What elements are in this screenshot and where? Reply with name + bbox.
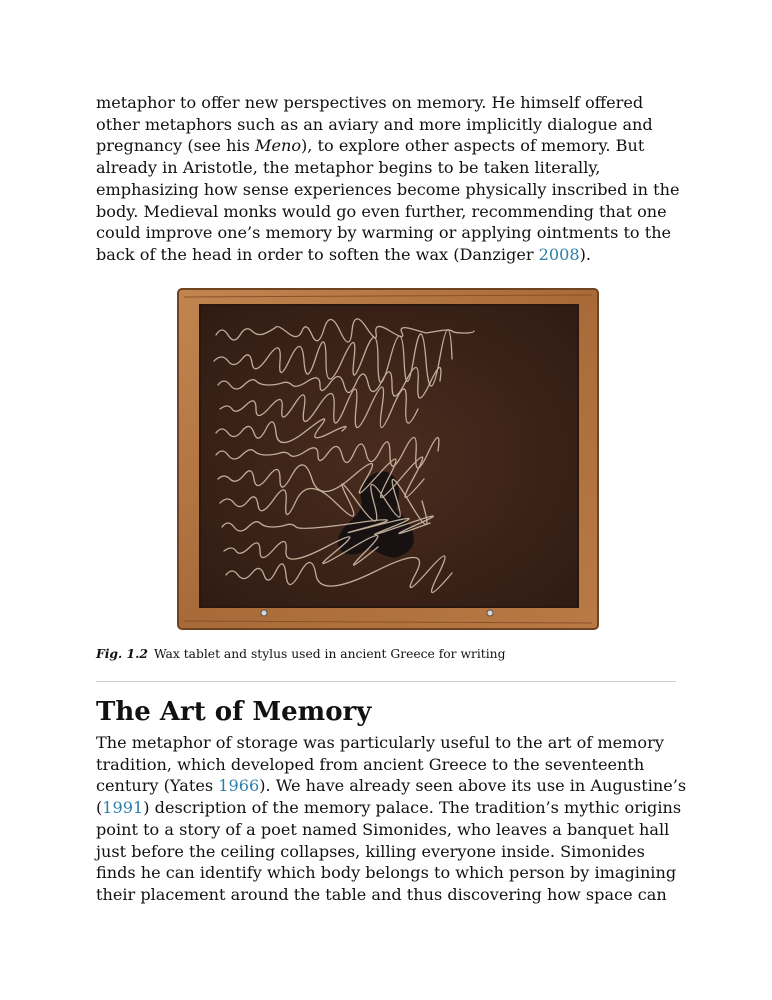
text-line: emphasizing how sense experiences become physically inscribed in the <box>96 179 680 199</box>
text-line: just before the ceiling collapses, killing everyone inside. Simonides <box>96 841 645 861</box>
text-line: already in Aristotle, the metaphor begins to be taken literally, <box>96 158 601 178</box>
body-paragraph-2 <box>96 732 687 906</box>
citation-link[interactable]: 2008 <box>538 244 580 264</box>
figure-caption <box>96 646 505 662</box>
body-paragraph-1 <box>96 92 680 266</box>
text-line: metaphor to offer new perspectives on memory. He himself offered <box>96 93 644 112</box>
frame-nail-left <box>261 610 267 616</box>
figure-label: Fig. 1.2 <box>96 646 148 661</box>
text-line: finds he can identify which body belongs to which person by imagining <box>96 863 677 883</box>
text-line: century (Yates 1966). We have already seen above its use in Augustine’s <box>96 776 687 796</box>
text-line: body. Medieval monks would go even further, recommending that one <box>96 201 667 221</box>
figure-caption-text: Wax tablet and stylus used in ancient Greece for writing <box>153 647 506 661</box>
text-line: (1991) description of the memory palace. The tradition’s mythic origins <box>96 798 682 818</box>
text-line: The metaphor of storage was particularly useful to the art of memory <box>96 733 664 752</box>
text-line: other metaphors such as an aviary and more implicitly dialogue and <box>96 114 653 134</box>
text-line: pregnancy (see his Meno), to explore other aspects of memory. But <box>96 136 645 156</box>
citation-link[interactable]: 1966 <box>218 776 260 796</box>
text-line: point to a story of a poet named Simonides, who leaves a banquet hall <box>96 819 670 839</box>
text-line: back of the head in order to soften the wax (Danziger 2008). <box>96 244 592 264</box>
italic-title: Meno <box>254 136 302 156</box>
section-heading: The Art of Memory <box>96 697 372 727</box>
wax-tablet-image <box>176 287 600 631</box>
figure-wax-tablet <box>176 287 600 631</box>
text-line: could improve one’s memory by warming or applying ointments to the <box>96 223 672 243</box>
citation-link[interactable]: 1991 <box>102 798 144 818</box>
tablet-wax-surface <box>200 305 578 607</box>
text-line: tradition, which developed from ancient Greece to the seventeenth <box>96 754 645 774</box>
section-divider <box>96 681 676 682</box>
text-line: their placement around the table and thus discovering how space can <box>96 884 667 904</box>
frame-nail-right <box>487 610 493 616</box>
